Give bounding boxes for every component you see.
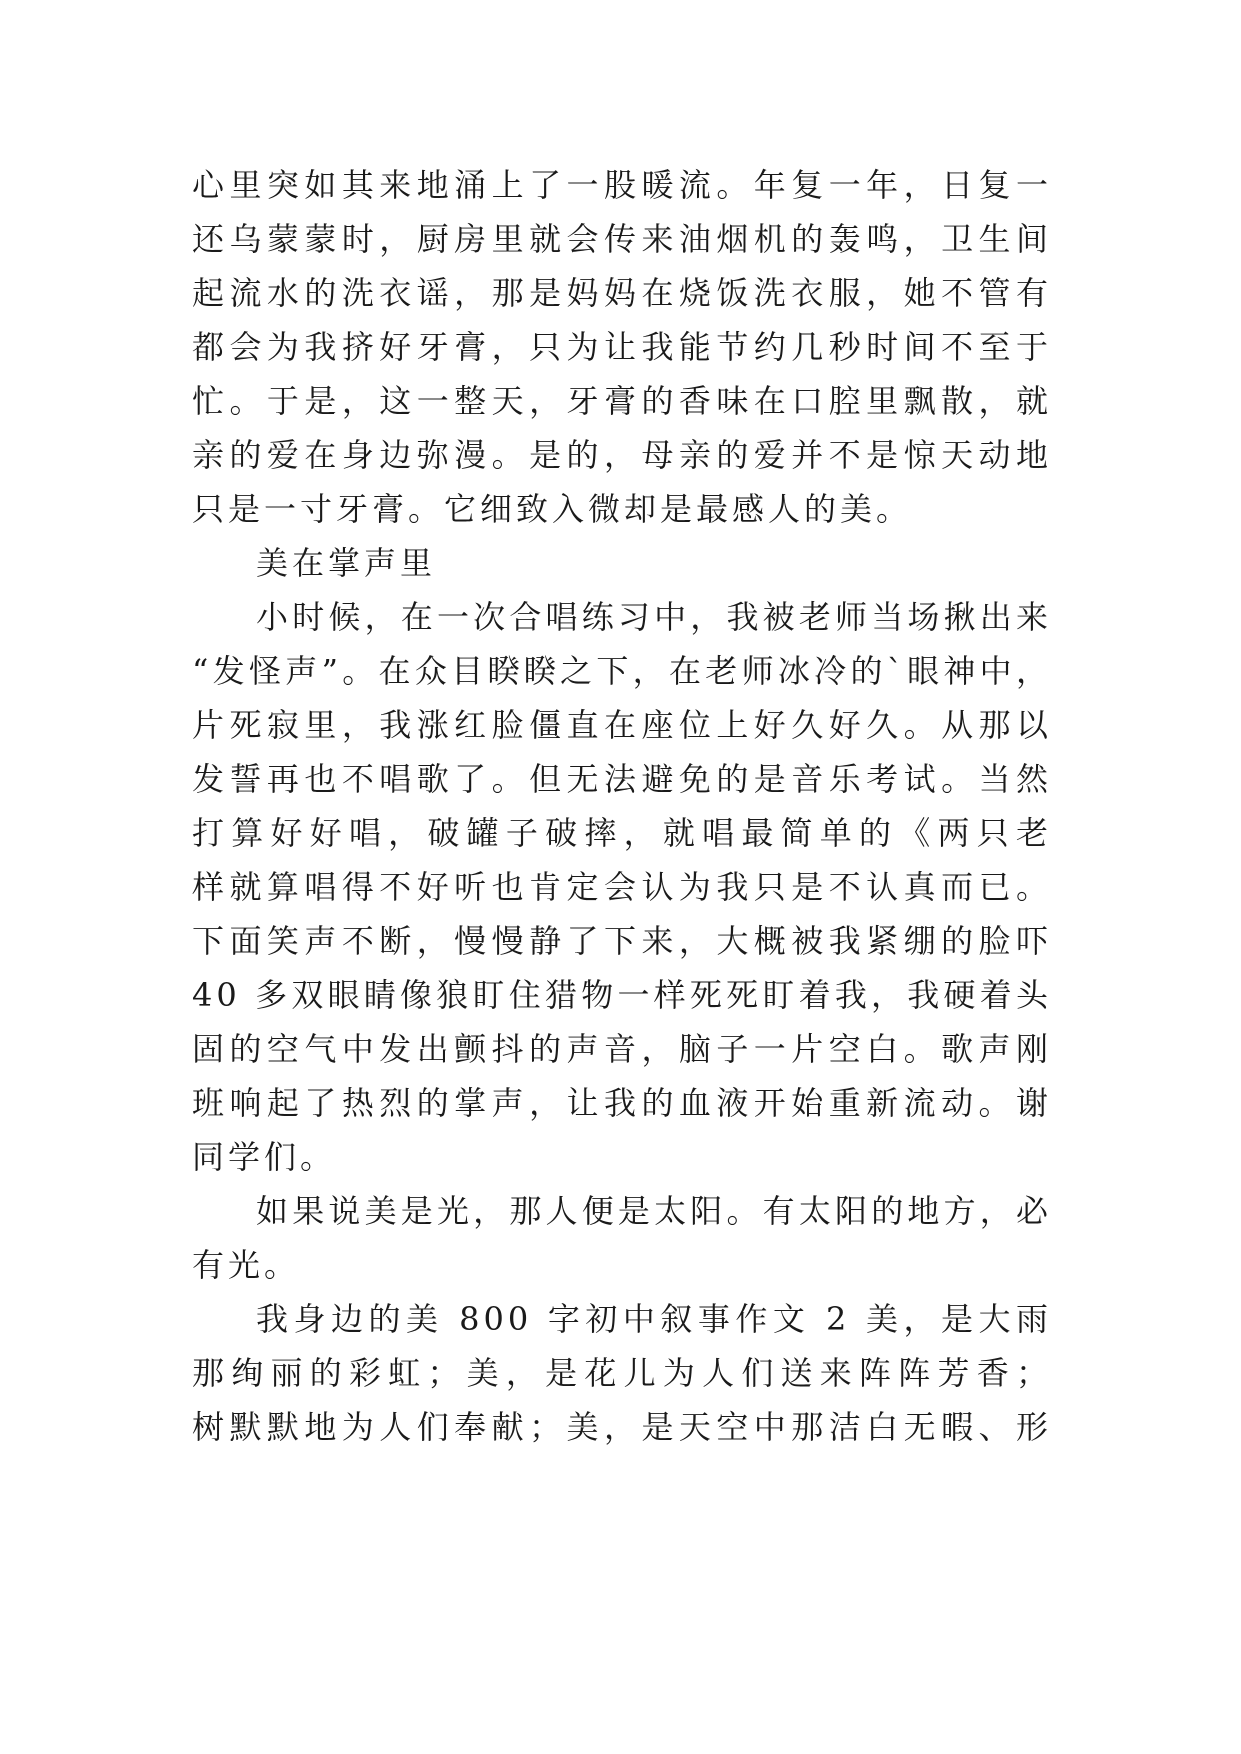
text-line: 亲的爱在身边弥漫。是的，母亲的爱并不是惊天动地: [192, 436, 1052, 474]
text-line: 同学们。: [192, 1138, 337, 1176]
document-body: [192, 158, 1052, 1454]
text-line: 还乌蒙蒙时，厨房里就会传来油烟机的轰鸣，卫生间: [192, 220, 1052, 258]
text-line: 40 多双眼睛像狼盯住猎物一样死死盯着我，我硬着头: [192, 976, 1052, 1014]
text-line: 心里突如其来地涌上了一股暖流。年复一年，日复一: [192, 166, 1052, 204]
text-line: 忙。于是，这一整天，牙膏的香味在口腔里飘散，就: [192, 382, 1052, 420]
text-line: “发怪声”。在众目睽睽之下，在老师冰冷的`眼神中，: [192, 652, 1052, 690]
text-line: 下面笑声不断，慢慢静了下来，大概被我紧绷的脸吓: [192, 922, 1052, 960]
text-line: 树默默地为人们奉献；美，是天空中那洁白无暇、形: [192, 1408, 1052, 1446]
text-line: 都会为我挤好牙膏，只为让我能节约几秒时间不至于: [192, 328, 1052, 366]
text-line: 我身边的美 800 字初中叙事作文 2 美，是大雨: [256, 1300, 1052, 1338]
text-line: 只是一寸牙膏。它细致入微却是最感人的美。: [192, 490, 913, 528]
text-line: 如果说美是光，那人便是太阳。有太阳的地方，必: [256, 1192, 1052, 1230]
text-line: 那绚丽的彩虹；美，是花儿为人们送来阵阵芳香；: [192, 1354, 1052, 1392]
text-line: 固的空气中发出颤抖的声音，脑子一片空白。歌声刚: [192, 1030, 1052, 1068]
text-line: 起流水的洗衣谣，那是妈妈在烧饭洗衣服，她不管有: [192, 274, 1052, 312]
text-line: 班响起了热烈的掌声，让我的血液开始重新流动。谢: [192, 1084, 1052, 1122]
text-line: 样就算唱得不好听也肯定会认为我只是不认真而已。: [192, 868, 1052, 906]
text-line: 发誓再也不唱歌了。但无法避免的是音乐考试。当然: [192, 760, 1052, 798]
text-line: 有光。: [192, 1246, 301, 1284]
section-heading: 美在掌声里: [256, 544, 437, 582]
text-line: 小时候，在一次合唱练习中，我被老师当场揪出来: [256, 598, 1052, 636]
text-line: 打算好好唱，破罐子破摔，就唱最简单的《两只老: [192, 814, 1052, 852]
text-line: 片死寂里，我涨红脸僵直在座位上好久好久。从那以: [192, 706, 1052, 744]
